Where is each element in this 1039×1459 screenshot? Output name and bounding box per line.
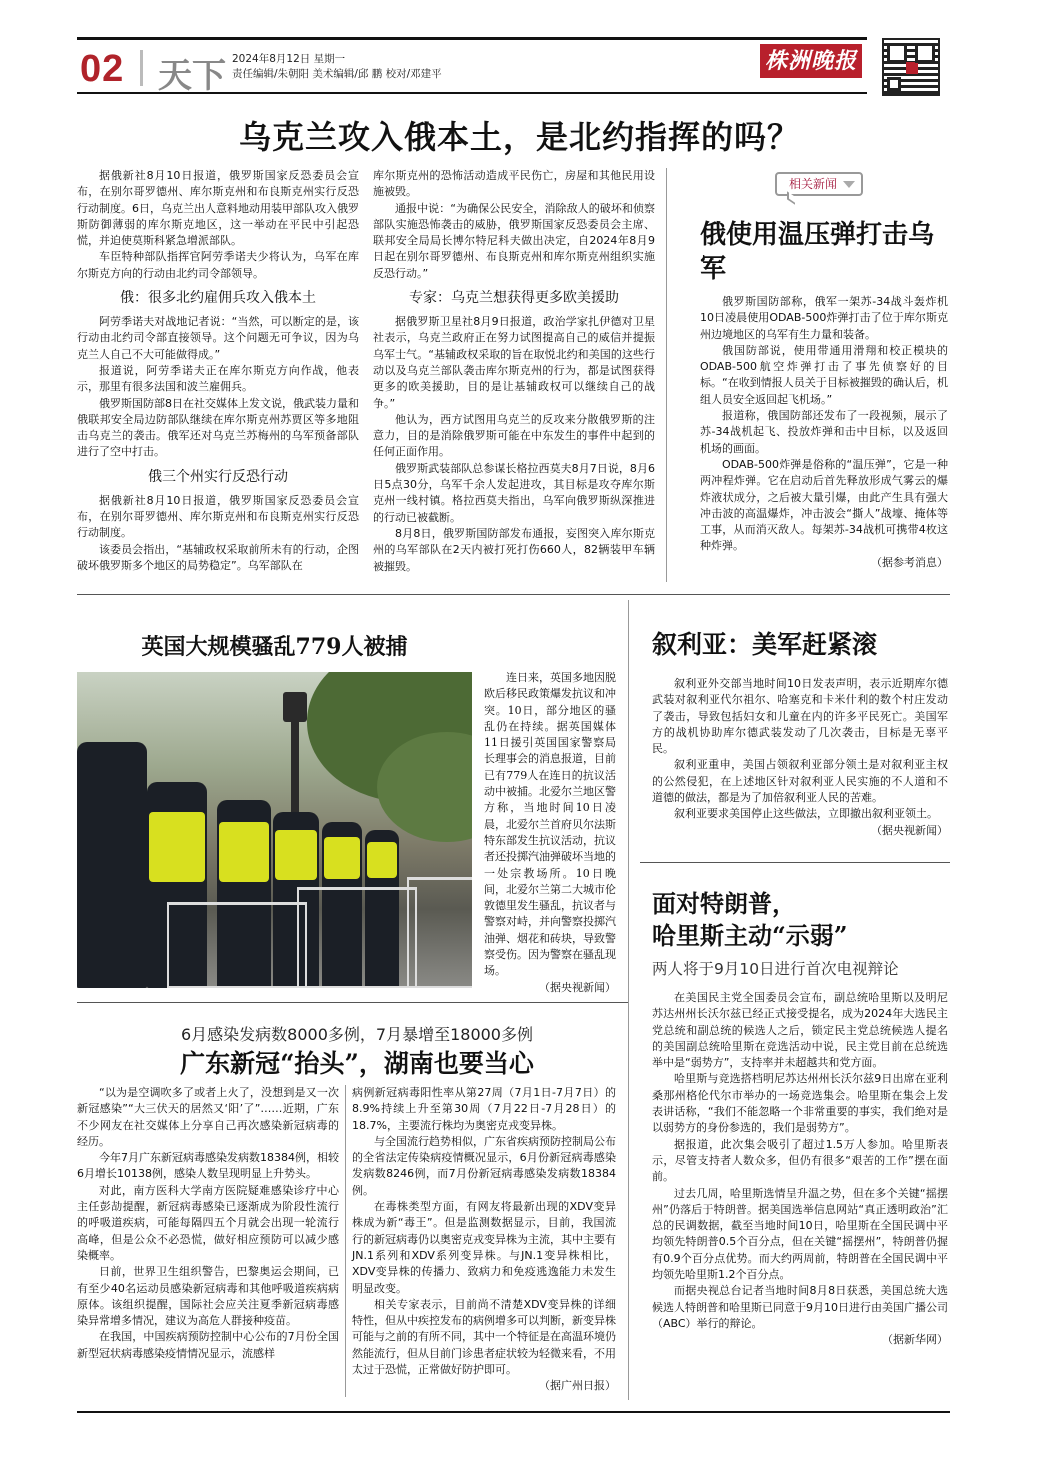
trump-headline-line2: 哈里斯主动“示弱”	[652, 921, 848, 950]
chevron-down-icon	[843, 181, 855, 188]
section-title: 天下	[158, 56, 226, 96]
paragraph: 该委员会指出，“基辅政权采取前所未有的行动，企图破坏俄罗斯多个地区的局势稳定”。乌军部队在	[77, 542, 359, 572]
uk-source: （据央视新闻）	[539, 980, 616, 994]
trump-subheadline: 两人将于9月10日进行首次电视辩论	[652, 960, 899, 978]
trump-headline	[652, 888, 952, 952]
covid-column-2	[352, 1085, 616, 1395]
trump-headline-line1: 面对特朗普，	[652, 889, 796, 918]
paragraph: 俄罗斯武装部队总参谋长格拉西莫夫8月7日说，8月6日5点30分，乌军千余人发起进攻，其目标是攻夺库尔斯克州一线村镇。格拉西莫夫指出，乌军向俄罗斯纵深推进的行动已被截断。	[373, 461, 655, 524]
uk-body	[484, 670, 616, 996]
column-divider-2	[628, 600, 629, 1400]
section-rule-3	[77, 1002, 628, 1003]
paragraph: 对此，南方医科大学南方医院疑难感染诊疗中心主任彭劼提醒，新冠病毒感染已逐渐成为阶段性流行的呼吸道疾病，可能每隔四五个月就会出现一轮流行高峰，但是公众不必恐慌，做好相应预防可以减少感染概率。	[77, 1183, 339, 1262]
related-headline: 俄使用温压弹打击乌军	[700, 220, 935, 284]
source-credit: （据新华网）	[882, 1333, 948, 1347]
covid-column-1	[77, 1085, 339, 1362]
paragraph: 在美国民主党全国委员会宣布，副总统哈里斯以及明尼苏达州州长沃尔兹已经正式接受提名，成为2024年大选民主党总统和副总统的候选人之后，锁定民主党总统候选人提名的美国副总统哈里斯在竞选活动中说，民主党目前在总统选举中是“弱势方”，支持率并未超越共和党方面。	[652, 991, 948, 1070]
related-news-badge	[775, 172, 863, 196]
paragraph: 通报中说：“为确保公民安全，消除敌人的破坏和侦察部队实施恐怖袭击的威胁，俄罗斯国家反恐委员会主席、联邦安全局局长博尔特尼科夫做出决定，自2024年8月9日起在别尔哥罗德州、布良斯克州和库尔斯克州组织实施反恐行动。”	[373, 201, 655, 280]
issue-date: 2024年8月12日 星期一	[232, 53, 346, 65]
related-news-label: 相关新闻	[789, 177, 838, 191]
related-body	[700, 294, 948, 571]
paragraph: 与全国流行趋势相似，广东省疾病预防控制局公布的全省法定传染病疫情概况显示，6月份新冠病毒感染发病数8246例，而7月份新冠病毒感染发病数18384例。	[352, 1134, 616, 1197]
paragraph: ODAB-500炸弹是俗称的“温压弹”，它是一种两冲程炸弹。它在启动后首先释放形成气雾云的爆炸液状成分，之后被大量引爆，由此产生具有强大冲击波的高温爆炸，冲击波会“撕人”战壕、掩体等工事，从而消灭敌人。每架苏-34战机可携带4枚这种炸弹。	[700, 457, 948, 553]
paragraph: 叙利亚要求美国停止这些做法，立即撤出叙利亚领土。	[674, 807, 938, 821]
header-meta	[232, 52, 442, 82]
covid-headline: 广东新冠“抬头”，湖南也要当心	[180, 1049, 534, 1078]
paragraph: 据俄新社8月10日报道，俄罗斯国家反恐委员会宣布，在别尔哥罗德州、库尔斯克州和布良斯克州实行反恐行动制度。	[77, 493, 359, 540]
top-rule	[77, 37, 867, 40]
paragraph: 据俄新社8月10日报道，俄罗斯国家反恐委员会宣布，在别尔哥罗德州、库尔斯克州和布良斯克州实行反恐行动制度。6日，乌克兰出人意料地动用装甲部队攻入俄罗斯防御薄弱的库尔斯克地区，这一举动在平民中引起恐慌，并迫使莫斯科紧急增派部队。	[77, 169, 359, 248]
paragraph: 叙利亚重申，美国占领叙利亚部分领土是对叙利亚主权的公然侵犯，在上述地区针对叙利亚人民实施的不人道和不道德的做法，都是为了加倍叙利亚人民的苦难。	[652, 758, 948, 805]
editors-credit: 责任编辑/朱朝阳 美术编辑/邱 鹏 校对/邓建平	[232, 68, 442, 80]
paragraph: 据俄罗斯卫星社8月9日报道，政治学家扎伊德对卫星社表示，乌克兰政府正在努力试图提高自己的威信并提振乌军士气。“基辅政权采取的旨在取悦北约和美国的这些行动以及乌克兰部队袭击库尔斯克州的行为，都是试图获得更多的欧美援助，目的是让基辅政权可以继续自己的战争。”	[373, 315, 655, 410]
paragraph: 哈里斯与竞选搭档明尼苏达州州长沃尔兹9日出席在亚利桑那州格伦代尔市举办的一场竞选集会。哈里斯在集会上发表讲话称，“我们不能忽略一个非常重要的事实，我们绝对是以弱势方的身份参选的，我们是弱势方”。	[652, 1072, 948, 1135]
paragraph: 病例新冠病毒阳性率从第27周（7月1日-7月7日）的8.9%持续上升至第30周（7月22日-7月28日）的18.7%，主要流行株均为奥密克戎变异株。	[352, 1086, 616, 1132]
qr-code-icon[interactable]	[882, 38, 940, 96]
section-rule-1	[77, 594, 950, 595]
bottom-rule	[77, 1411, 950, 1413]
speech-tail-icon	[787, 191, 795, 205]
covid-subheadline: 6月感染发病数8000多例，7月暴增至18000多例	[181, 1025, 533, 1044]
paragraph: 俄罗斯国防部8日在社交媒体上发文说，俄武装力量和俄联邦安全局边防部队继续在库尔斯克州苏贾区等多地阻击乌克兰的袭击。俄军还对乌克兰苏梅州的乌军预备部队进行了空中打击。	[77, 396, 359, 459]
paragraph: 而据央视总台记者当地时间8月8日获悉，美国总统大选候选人特朗普和哈里斯已同意于9月10日进行由美国广播公司（ABC）举行的辩论。	[652, 1284, 948, 1330]
paragraph: 阿劳季诺夫对战地记者说：“当然，可以断定的是，该行动由北约司令部直接领导。这个问题无可争议，因为乌克兰人自己不大可能做得成。”	[77, 315, 359, 361]
paragraph: 8月8日，俄罗斯国防部发布通报，妄图突入库尔斯克州的乌军部队在2天内被打死打伤660人，82辆装甲车辆被摧毁。	[373, 526, 655, 573]
masthead-logo: 株洲晚报	[760, 44, 862, 78]
lead-headline: 乌克兰攻入俄本土，是北约指挥的吗？	[238, 118, 800, 156]
paragraph: 车臣特种部队指挥官阿劳季诺夫少将认为，乌军在库尔斯克方向的行动由北约司令部领导。	[77, 250, 359, 280]
paragraph: 俄国防部说，使用带通用滑翔和校正模块的ODAB-500航空炸弹打击了事先侦察好的目标。“在收到情报人员关于目标被摧毁的确认后，机组人员安全返回起飞机场。”	[700, 343, 948, 406]
lead-column-1	[77, 168, 359, 574]
column-divider-3	[345, 1085, 346, 1397]
column-divider	[666, 168, 667, 582]
uk-paragraph: 连日来，英国多地因脱欧后移民政策爆发抗议和冲突。10日，部分地区的骚乱仍在持续。据英国媒体11日援引英国国家警察局长理事会的消息报道，目前已有779人在连日的抗议活动中被捕。北爱尔兰地区警方称，当地时间10日凌晨，北爱尔兰首府贝尔法斯特东部发生抗议活动，抗议者还投掷汽油弹破坏当地的一处宗教场所。10日晚间，北爱尔兰第二大城市伦敦德里发生骚乱，抗议者与警察对峙，并向警察投掷汽油弹、烟花和砖块，导致警察受伤。因为警察在骚乱现场。	[484, 671, 616, 978]
paragraph: 今年7月广东新冠病毒感染发病数18384例，相较6月增长10138例，感染人数呈现明显上升势头。	[77, 1151, 339, 1181]
paragraph: 据报道，此次集会吸引了超过1.5万人参加。哈里斯表示，尽管支持者人数众多，但仍有很多“艰苦的工作”摆在面前。	[652, 1137, 948, 1184]
section-rule-2	[640, 862, 950, 863]
source-credit: （据参考消息）	[871, 555, 948, 569]
syria-headline: 叙利亚：美军赶紧滚	[652, 630, 878, 659]
subheading: 俄：很多北约雇佣兵攻入俄本土	[120, 290, 316, 307]
paragraph: 他认为，西方试图用乌克兰的反攻来分散俄罗斯的注意力，目的是消除俄罗斯可能在中东发生的事件中起到的任何正面作用。	[373, 412, 655, 459]
paragraph: 俄罗斯国防部称，俄军一架苏-34战斗轰炸机10日凌晨使用ODAB-500炸弹打击了位于库尔斯克州边境地区的乌军有生力量和装备。	[700, 295, 948, 341]
paragraph: 报道称，俄国防部还发布了一段视频，展示了苏-34战机起飞、投放炸弹和击中目标，以及返回机场的画面。	[700, 409, 948, 455]
police-line-photo	[77, 672, 472, 988]
paragraph: 过去几周，哈里斯选情呈升温之势，但在多个关键“摇摆州”仍落后于特朗普。据美国选举信息网站“真正透明政治”汇总的民调数据，截至当地时间10日，哈里斯在全国民调中平均领先特朗普0.5个百分点，但在关键“摇摆州”，特朗普仍握有0.9个百分点优势。而大约两周前，特朗普在全国民调中平均领先哈里斯1.2个百分点。	[652, 1186, 948, 1282]
source-credit: （据央视新闻）	[871, 823, 948, 837]
subheading: 专家：乌克兰想获得更多欧美援助	[409, 290, 619, 307]
page-number: 02	[80, 48, 125, 90]
paragraph: 相关专家表示，目前尚不清楚XDV变异株的详细特性，但从中疾控发布的病例增多可以判断，新变异株可能与之前的有所不同，其中一个特征是在高温环境仍然能流行，但从目前门诊患者症状较为轻微来看，不用太过于恐慌，正常做好防护即可。	[352, 1297, 616, 1377]
paragraph: 在毒株类型方面，有网友将最新出现的XDV变异株成为新“毒王”。但是监测数据显示，目前，我国流行的新冠病毒仍以奥密克戎变异株为主流，其中主要有JN.1系列和XDV系列变异株。与JN.1变异株相比，XDV变异株的传播力、致病力和免疫逃逸能力未发生明显改变。	[352, 1200, 616, 1295]
uk-headline: 英国大规模骚乱779人被捕	[141, 634, 408, 660]
paragraph: 叙利亚外交部当地时间10日发表声明，表示近期库尔德武装对叙利亚代尔祖尔、哈塞克和卡米什利的数个村庄发动了袭击，导致包括妇女和儿童在内的许多平民死亡。美国军方的战机协助库尔德武装发动了几次袭击，目标是无辜平民。	[652, 677, 948, 756]
subheading: 俄三个州实行反恐行动	[148, 468, 288, 485]
lead-column-2	[373, 168, 655, 575]
paragraph: 在我国，中国疾病预防控制中心公布的7月份全国新型冠状病毒感染疫情情况显示，流感样	[77, 1330, 339, 1360]
paragraph: “以为是空调吹多了或者上火了，没想到是又一次新冠感染”“大三伏天的居然又‘阳’了”……近期，广东不少网友在社交媒体上分享自己再次感染新冠病毒的经历。	[77, 1086, 339, 1148]
source-credit: （据广州日报）	[539, 1379, 616, 1393]
syria-body	[652, 676, 948, 839]
trump-body	[652, 990, 948, 1349]
paragraph: 报道说，阿劳季诺夫正在库尔斯克方向作战，他表示，那里有很多法国和波兰雇佣兵。	[77, 363, 359, 394]
paragraph: 日前，世界卫生组织警告，巴黎奥运会期间，已有至少40名运动员感染新冠病毒和其他呼吸道疾病病原体。该组织提醒，国际社会应关注夏季新冠病毒感染异常增多情况，建议为高危人群接种疫苗。	[77, 1265, 339, 1328]
header-divider	[140, 50, 143, 86]
paragraph: 库尔斯克州的恐怖活动造成平民伤亡，房屋和其他民用设施被毁。	[373, 169, 655, 199]
